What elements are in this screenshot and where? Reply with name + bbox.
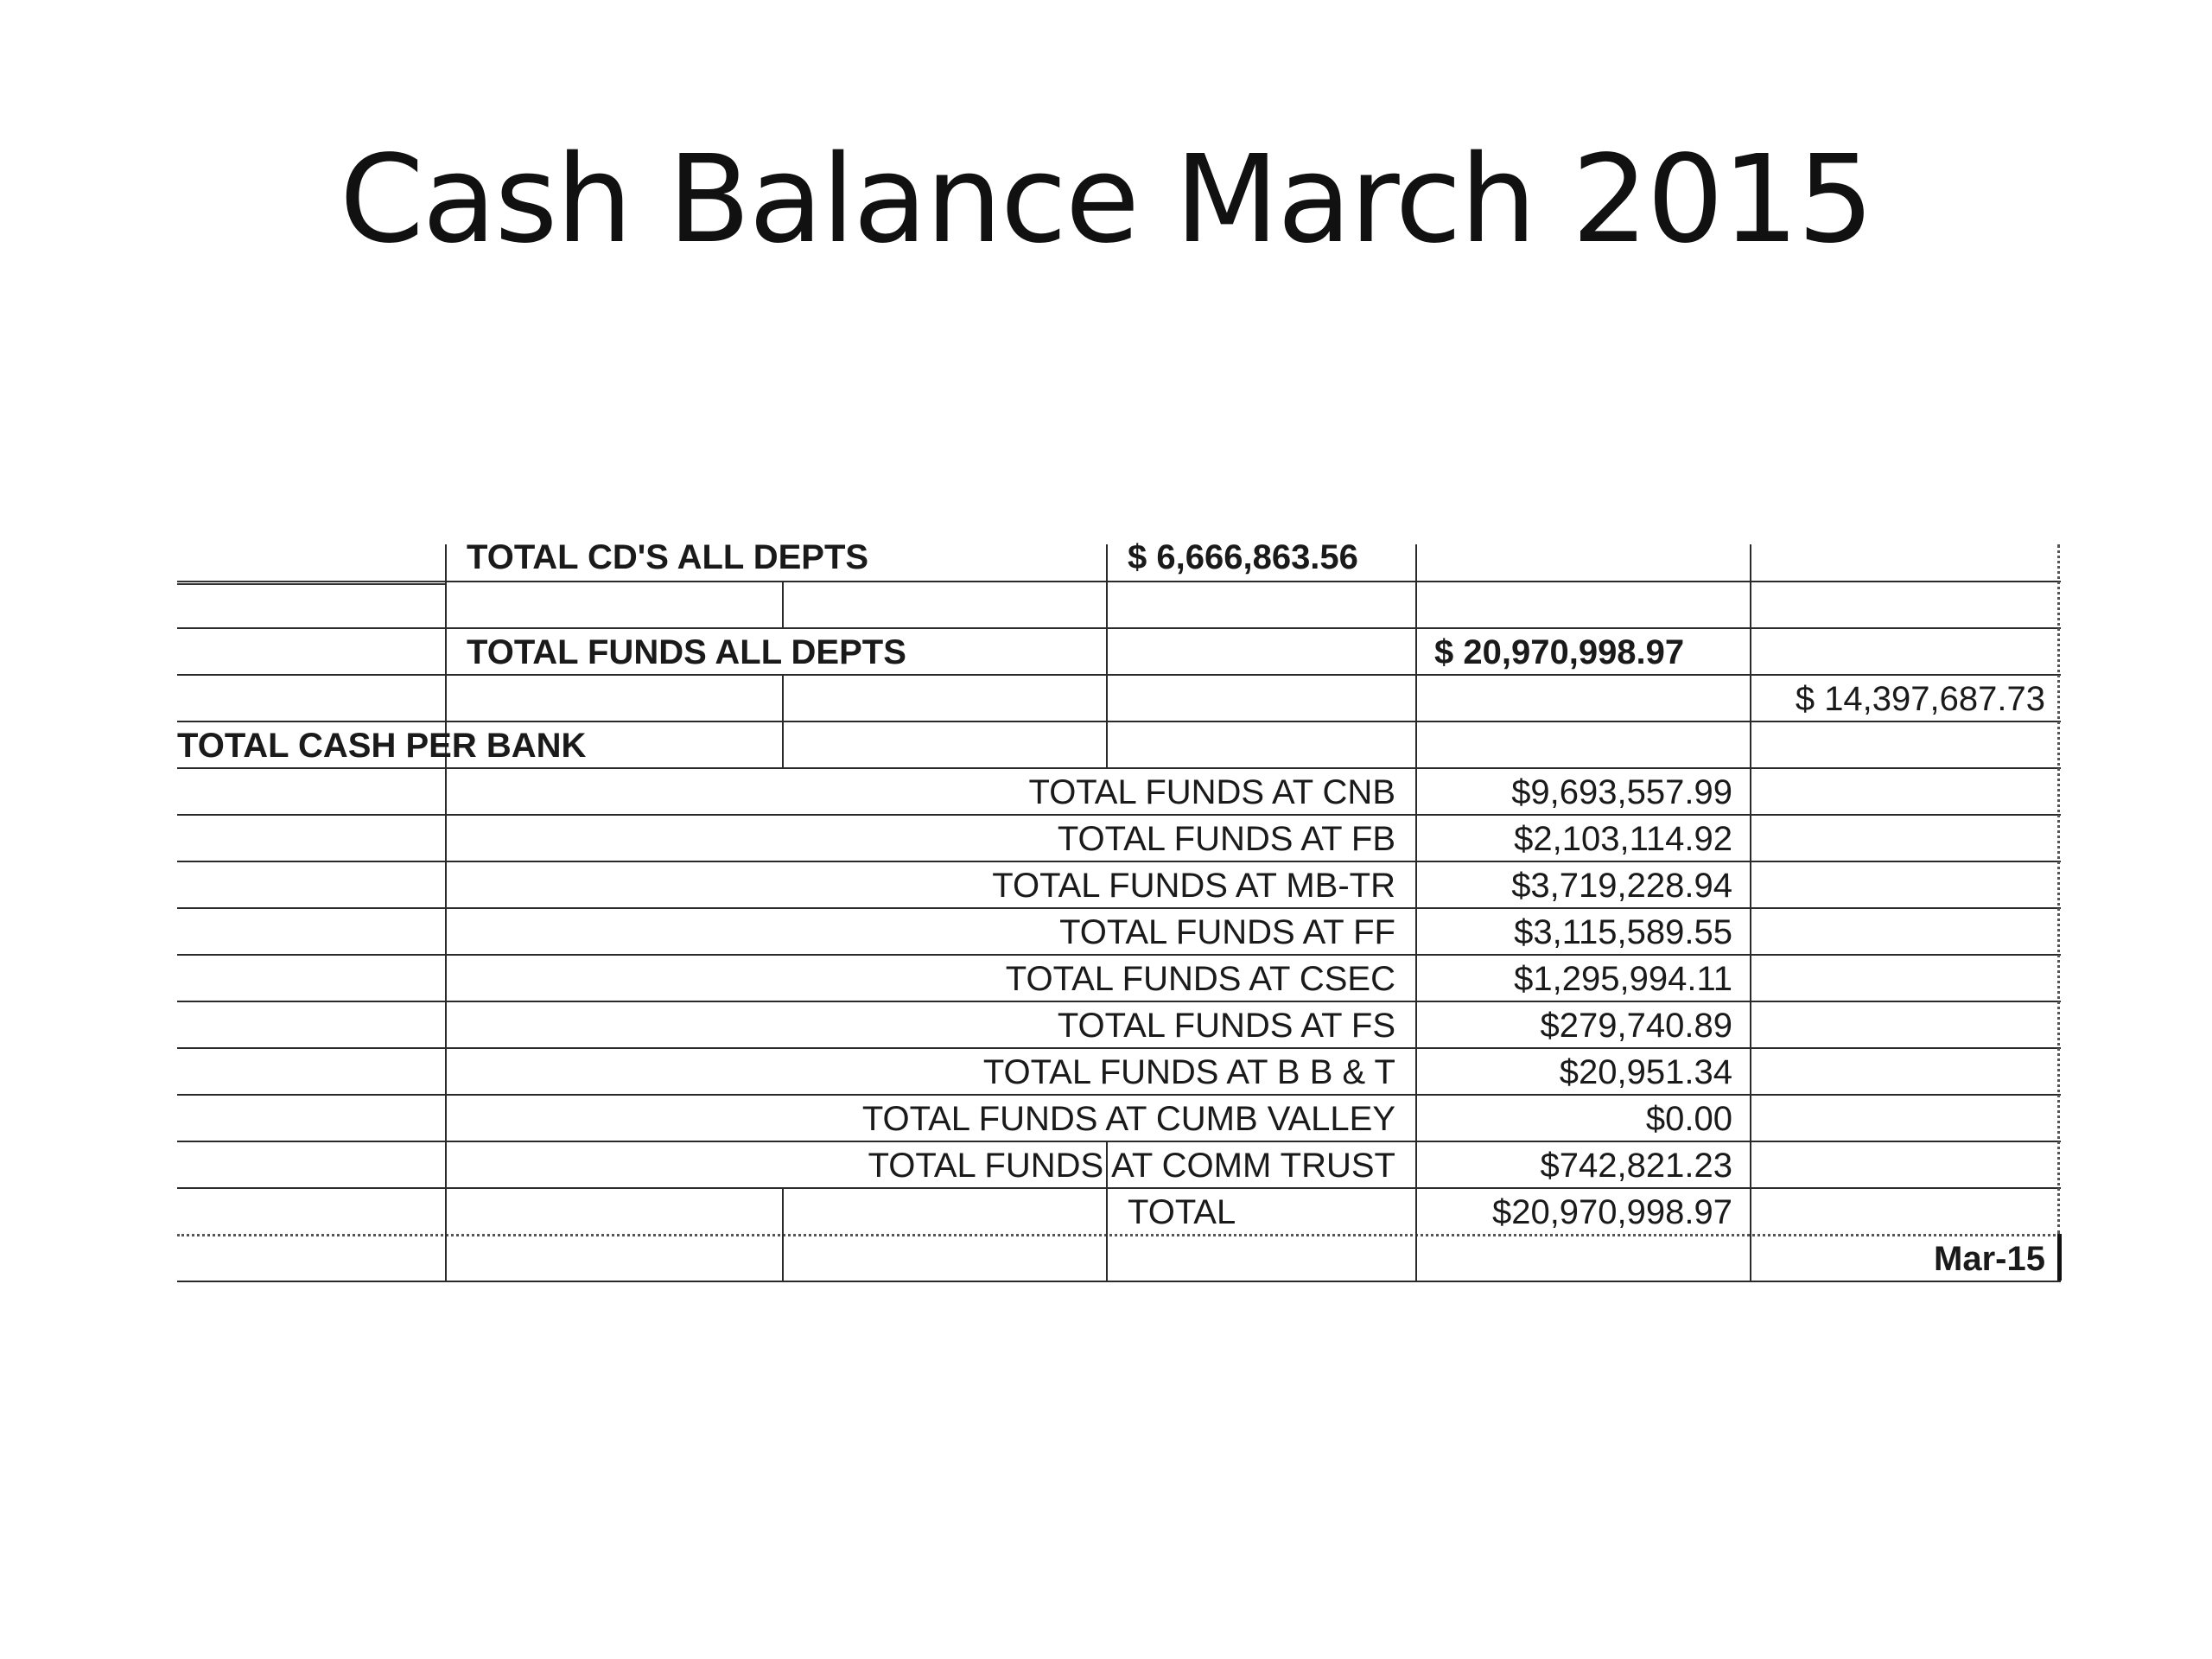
unlabeled-value: $ 14,397,687.73 (1795, 680, 2045, 718)
cash-per-bank-label: TOTAL CASH PER BANK (177, 727, 587, 765)
grid-line (782, 581, 784, 627)
slide-title: Cash Balance March 2015 (339, 130, 1873, 270)
bank-value: $742,821.23 (1540, 1147, 1732, 1185)
bank-label: TOTAL FUNDS AT FF (1059, 913, 1395, 951)
bank-value: $1,295,994.11 (1514, 960, 1732, 998)
grid-line (445, 544, 447, 1281)
spreadsheet-image (177, 538, 2061, 1348)
bank-label: TOTAL FUNDS AT B B & T (982, 1053, 1395, 1091)
grid-line (2057, 1234, 2062, 1281)
bank-value: $3,719,228.94 (1511, 867, 1732, 905)
total-label: TOTAL (1128, 1193, 1236, 1231)
bank-value: $9,693,557.99 (1511, 773, 1732, 811)
bank-label: TOTAL FUNDS AT CSEC (1005, 960, 1395, 998)
bank-value: $0.00 (1645, 1100, 1732, 1138)
bank-label: TOTAL FUNDS AT CNB (1028, 773, 1395, 811)
total-funds-label: TOTAL FUNDS ALL DEPTS (467, 633, 906, 671)
grid-line (782, 1187, 784, 1281)
total-value: $20,970,998.97 (1491, 1193, 1732, 1231)
grid-line (782, 674, 784, 767)
bank-label: TOTAL FUNDS AT FS (1057, 1007, 1395, 1045)
grid-line (177, 581, 445, 585)
bank-label: TOTAL FUNDS AT CUMB VALLEY (861, 1100, 1395, 1138)
total-cds-value: $ 6,666,863.56 (1128, 538, 1358, 576)
bank-value: $3,115,589.55 (1514, 913, 1732, 951)
bank-label: TOTAL FUNDS AT MB-TR (992, 867, 1395, 905)
grid-line (177, 627, 2061, 629)
bank-value: $279,740.89 (1540, 1007, 1732, 1045)
bank-value: $2,103,114.92 (1514, 820, 1732, 858)
grid-line (1750, 544, 1751, 1281)
total-funds-value: $ 20,970,998.97 (1434, 633, 1685, 671)
bank-label: TOTAL FUNDS AT COMM TRUST (868, 1147, 1395, 1185)
bank-label: TOTAL FUNDS AT FB (1057, 820, 1395, 858)
bank-value: $20,951.34 (1559, 1053, 1732, 1091)
total-cds-label: TOTAL CD'S ALL DEPTS (467, 538, 869, 576)
grid-line (445, 581, 2061, 582)
grid-line (1106, 544, 1108, 767)
date-label: Mar-15 (1934, 1240, 2045, 1278)
grid-line (2057, 544, 2060, 1234)
